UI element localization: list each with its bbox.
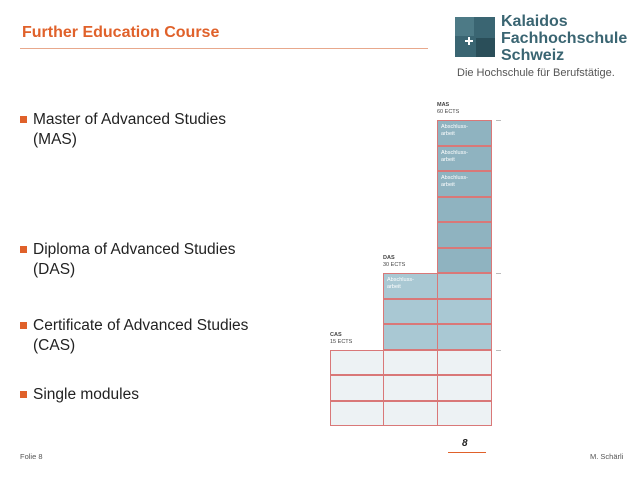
title-divider: [20, 48, 428, 49]
bullet-line: (DAS): [33, 261, 76, 278]
cas-cell: [383, 375, 438, 401]
kalaidos-logo: [455, 13, 628, 83]
bullet-marker-icon: [20, 322, 27, 329]
footer-slide-label: Folie 8: [20, 452, 43, 461]
bullet-line: Diploma of Advanced Studies: [33, 241, 236, 258]
level-label-mas: MAS 60 ECTS: [437, 102, 460, 115]
das-cell: [437, 273, 492, 299]
logo-cross-icon: [455, 17, 495, 57]
bullet-text: [33, 110, 226, 150]
bullet-marker-icon: [20, 391, 27, 398]
scale-tick: [496, 350, 501, 351]
mas-cell: [437, 171, 492, 197]
bullet-line: (CAS): [33, 337, 76, 354]
bullet-line: Certificate of Advanced Studies: [33, 317, 249, 334]
mas-cell: [437, 222, 492, 248]
bullet-marker-icon: [20, 246, 27, 253]
slide-title: Further Education Course: [22, 24, 220, 41]
das-cell: [383, 324, 438, 350]
footer-page-number: 8: [462, 438, 468, 449]
das-cell: [437, 299, 492, 325]
mas-cell: [437, 120, 492, 146]
logo-tagline: Die Hochschule für Berufstätige.: [457, 67, 615, 79]
thesis-label: Abschluss- arbeit: [387, 277, 414, 290]
scale-tick: [496, 273, 501, 274]
ects-stack-diagram: [325, 86, 515, 436]
logo-name: [501, 13, 627, 64]
level-label-das: DAS 30 ECTS: [383, 255, 406, 268]
das-cell: [437, 324, 492, 350]
cas-cell: [437, 401, 492, 427]
cas-cell: [383, 401, 438, 427]
das-cell: [383, 273, 438, 299]
scale-tick: [496, 120, 501, 121]
thesis-label: Abschluss- arbeit: [441, 124, 468, 137]
bullet-line: (MAS): [33, 131, 77, 148]
bullet-text: [33, 316, 248, 356]
bullet-line: Master of Advanced Studies: [33, 111, 227, 128]
logo-name-line: Schweiz: [501, 47, 565, 64]
thesis-label: Abschluss- arbeit: [441, 175, 468, 188]
logo-name-line: Kalaidos: [501, 13, 568, 30]
mas-cell: [437, 146, 492, 172]
cas-cell: [330, 350, 385, 376]
cas-cell: [437, 375, 492, 401]
bullet-text: [33, 385, 139, 405]
das-cell: [383, 299, 438, 325]
footer-author: M. Schärli: [590, 452, 624, 461]
bullet-line: Single modules: [33, 386, 139, 403]
level-label-cas: CAS 15 ECTS: [330, 331, 353, 345]
cas-cell: [330, 401, 385, 427]
cas-cell: [330, 375, 385, 401]
mas-cell: [437, 248, 492, 274]
mas-cell: [437, 197, 492, 223]
cas-cell: [437, 350, 492, 376]
bullet-text: [33, 240, 235, 280]
cas-cell: [383, 350, 438, 376]
logo-name-line: Fachhochschule: [501, 30, 628, 47]
bullet-marker-icon: [20, 116, 27, 123]
thesis-label: Abschluss- arbeit: [441, 149, 468, 163]
footer-page-divider: [448, 452, 486, 453]
